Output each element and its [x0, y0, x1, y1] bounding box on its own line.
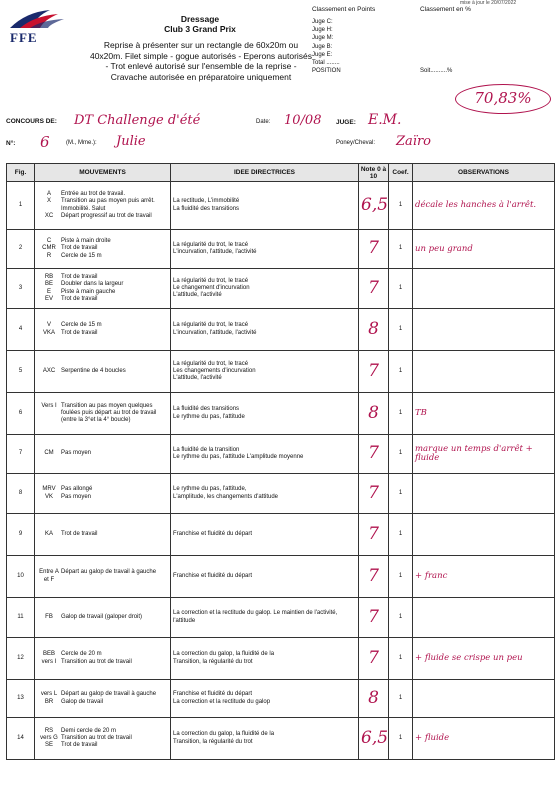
coef-value: 1 — [389, 556, 413, 598]
movement-line — [37, 245, 168, 252]
date-value: 10/08 — [284, 113, 322, 128]
observation: un peu grand — [413, 230, 555, 269]
movement-line — [37, 281, 168, 288]
coef-value: 1 — [389, 474, 413, 514]
movement-text: Trot de travail — [61, 530, 98, 537]
figure-number: 5 — [7, 351, 35, 393]
movement-line — [37, 659, 168, 666]
ideas-cell — [171, 269, 359, 309]
movement-line — [37, 191, 168, 198]
movements-cell — [35, 514, 171, 556]
figure-number: 6 — [7, 393, 35, 435]
title-line2: Club 3 Grand Prix — [164, 24, 236, 34]
movement-text: Départ au galop de travail à gauche — [61, 569, 157, 576]
test-intro: Reprise à présenter sur un rectangle de 60x20m ou 40x20m. Filet simple - gogue autorisés - Eperons autorisés - Trot enlevé autorisé sur l'ensemble de la reprise - Cravache autorisée en préparatoire uniquement — [89, 40, 313, 82]
movement-position: CMR — [42, 245, 56, 252]
idea-line: Transition, la régularité du trot — [173, 738, 253, 745]
idea-line: La régularité du trot, le tracé — [173, 241, 249, 248]
movement-line — [37, 735, 168, 742]
movement-text: Piste à main droite — [61, 238, 111, 245]
note-value: 6,5 — [359, 718, 389, 760]
note-value: 7 — [359, 474, 389, 514]
movement-line — [37, 450, 168, 457]
figure-number: 4 — [7, 309, 35, 351]
movements-cell — [35, 351, 171, 393]
movement-line — [37, 289, 168, 296]
note-value: 7 — [359, 269, 389, 309]
movement-text: Trot de travail — [61, 742, 98, 749]
idea-line: L'amplitude, les changements d'attitude — [173, 493, 279, 500]
table-row — [7, 718, 555, 760]
figure-number: 3 — [7, 269, 35, 309]
movement-position: R — [46, 252, 52, 259]
idea-line: La correction et la rectitude du galop. Le maintien de l'activité, l'attitude — [173, 610, 338, 624]
header-idee: IDEE DIRECTRICES — [171, 164, 359, 182]
coef-value: 1 — [389, 598, 413, 638]
judge-m: Juge M: — [312, 35, 334, 42]
note-value: 7 — [359, 435, 389, 474]
movement-text: Transition au pas moyen puis arrêt. Immobilité. Salut — [61, 198, 155, 212]
table-row — [7, 514, 555, 556]
movement-position: BR — [44, 698, 54, 705]
note-value: 7 — [359, 598, 389, 638]
movement-text: Galop de travail — [61, 698, 104, 705]
movement-position: vers L — [40, 691, 58, 698]
judge-c: Juge C: — [312, 19, 333, 25]
movement-text: Pas moyen — [61, 450, 92, 457]
movements-cell — [35, 309, 171, 351]
movements-cell — [35, 435, 171, 474]
table-row — [7, 230, 555, 269]
ideas-cell — [171, 351, 359, 393]
movement-text: Entrée au trot de travail. — [61, 191, 126, 198]
ideas-cell — [171, 514, 359, 556]
observation — [413, 514, 555, 556]
figure-number: 2 — [7, 230, 35, 269]
juge-value: E.M. — [368, 112, 402, 128]
note-value: 7 — [359, 514, 389, 556]
movement-text: Trot de travail — [61, 295, 98, 302]
figure-number: 8 — [7, 474, 35, 514]
movement-text: Transition au trot de travail — [61, 734, 132, 741]
movement-position: KA — [44, 530, 53, 537]
ideas-cell — [171, 393, 359, 435]
movements-cell — [35, 474, 171, 514]
movements-cell — [35, 680, 171, 718]
observation — [413, 269, 555, 309]
table-row — [7, 598, 555, 638]
idea-line: Franchise et fluidité du départ — [173, 530, 253, 537]
num-label: N°: — [6, 140, 16, 147]
movement-text: Serpentine de 4 boucles — [61, 367, 126, 374]
idea-line: La fluidité des transitions — [173, 205, 240, 212]
idea-line: L'attitude, l'activité — [173, 292, 222, 299]
movement-position: vers I — [41, 658, 57, 665]
idea-line: Franchise et fluidité du départ — [173, 691, 253, 698]
movement-text: Cercle de 20 m — [61, 651, 102, 658]
movement-line — [37, 330, 168, 337]
movement-position: Vers I — [41, 402, 57, 409]
movement-text: Départ progressif au trot de travail — [61, 212, 152, 219]
movements-cell — [35, 269, 171, 309]
movement-text: Départ au galop de travail à gauche — [61, 691, 157, 698]
header-fig: Fig. — [7, 164, 35, 182]
rider-label: (M., Mme.): — [66, 140, 97, 146]
observation — [413, 598, 555, 638]
movement-position: SE — [44, 742, 53, 749]
movements-cell — [35, 393, 171, 435]
movement-position: VK — [44, 493, 53, 500]
position-label: POSITION — [312, 68, 341, 75]
observation — [413, 351, 555, 393]
figure-number: 9 — [7, 514, 35, 556]
table-row — [7, 393, 555, 435]
movement-text: Galop de travail (galoper droit) — [61, 613, 143, 620]
idea-line: La correction du galop, la fluidité de la — [173, 651, 275, 658]
movement-position: XC — [44, 212, 54, 219]
note-value: 7 — [359, 638, 389, 680]
idea-line: La régularité du trot, le tracé — [173, 322, 249, 329]
table-row — [7, 182, 555, 230]
table-row — [7, 474, 555, 514]
classement-points-label: Classement en Points — [312, 6, 376, 13]
poney-label: Poney/Cheval: — [336, 140, 376, 146]
coef-value: 1 — [389, 638, 413, 680]
movement-line — [37, 368, 168, 375]
movement-line — [37, 322, 168, 329]
movement-line — [37, 274, 168, 281]
coef-value: 1 — [389, 680, 413, 718]
movement-position: X — [46, 198, 51, 205]
movement-line — [37, 699, 168, 706]
idea-line: Transition, la régularité du trot — [173, 658, 253, 665]
header-coef: Coef. — [389, 164, 413, 182]
movement-position: VKA — [42, 329, 55, 336]
movement-position: MRV — [42, 486, 56, 493]
movement-text: Trot de travail — [61, 329, 98, 336]
coef-value: 1 — [389, 514, 413, 556]
idea-line: La régularité du trot, le tracé — [173, 277, 249, 284]
observation — [413, 474, 555, 514]
observation: + fluide — [413, 718, 555, 760]
idea-line: La régularité du trot, le tracé — [173, 360, 249, 367]
movement-text: Trot de travail — [61, 245, 98, 252]
observation: + fluide se crispe un peu — [413, 638, 555, 680]
observation — [413, 680, 555, 718]
judges-list — [312, 18, 341, 75]
figure-number: 10 — [7, 556, 35, 598]
score-table — [6, 163, 555, 760]
movement-text: Transition au trot de travail — [61, 658, 132, 665]
concours-label: CONCOURS DE: — [6, 118, 57, 125]
movement-line — [37, 728, 168, 735]
movement-line — [37, 691, 168, 698]
movement-line — [37, 742, 168, 749]
figure-number: 1 — [7, 182, 35, 230]
movement-position: BE — [44, 281, 53, 288]
idea-line: Franchise et fluidité du départ — [173, 572, 253, 579]
note-value: 8 — [359, 680, 389, 718]
movement-text: Cercle de 15 m — [61, 322, 102, 329]
movement-text: Trot de travail — [61, 274, 98, 281]
note-value: 6,5 — [359, 182, 389, 230]
movements-cell — [35, 182, 171, 230]
coef-value: 1 — [389, 393, 413, 435]
movement-position: C — [46, 238, 52, 245]
juge-label: JUGE: — [336, 119, 356, 126]
ideas-cell — [171, 638, 359, 680]
table-row — [7, 556, 555, 598]
header-mouvements: MOUVEMENTS — [35, 164, 171, 182]
movement-position: vers G — [40, 734, 58, 741]
movement-position: FB — [45, 613, 53, 620]
movement-text: Piste à main gauche — [61, 288, 116, 295]
idea-line: La fluidité des transitions — [173, 406, 240, 413]
movement-position: V — [46, 322, 51, 329]
ideas-cell — [171, 718, 359, 760]
coef-value: 1 — [389, 718, 413, 760]
movement-line — [37, 296, 168, 303]
movement-line — [37, 651, 168, 658]
coef-value: 1 — [389, 351, 413, 393]
classement-pct-label: Classement en % — [420, 6, 471, 13]
idea-line: La rectitude, L'immobilité — [173, 198, 240, 205]
header-note: Note 0 à 10 — [359, 164, 389, 182]
note-value: 7 — [359, 351, 389, 393]
coef-value: 1 — [389, 309, 413, 351]
movement-text: Pas allongé — [61, 486, 93, 493]
ideas-cell — [171, 680, 359, 718]
total-score-handwritten: 70,83% — [455, 84, 551, 114]
rider-value: Julie — [116, 134, 146, 149]
movement-line — [37, 531, 168, 538]
ideas-cell — [171, 309, 359, 351]
movement-position: AXC — [42, 367, 56, 374]
table-row — [7, 351, 555, 393]
concours-value: DT Challenge d'été — [74, 113, 201, 128]
movement-position: E — [46, 288, 51, 295]
table-row — [7, 435, 555, 474]
judge-h: Juge H: — [312, 27, 333, 34]
num-value: 6 — [40, 133, 50, 151]
movement-text: Transition au pas moyen quelques foulées puis départ au trot de travail (entre la 3°et la 4° boucle) — [61, 402, 157, 424]
idea-line: Le rythme du pas, l'attitude — [173, 413, 245, 420]
observation: décale les hanches à l'arrêt. — [413, 182, 555, 230]
movement-line — [37, 403, 168, 425]
total-label: Total ........ — [312, 60, 340, 67]
poney-value: Zaïro — [396, 134, 431, 149]
movement-line — [37, 486, 168, 493]
movement-position: EV — [44, 295, 53, 302]
figure-number: 7 — [7, 435, 35, 474]
observation: marque un temps d'arrêt + fluide — [413, 435, 555, 474]
note-value: 7 — [359, 556, 389, 598]
idea-line: La correction du galop, la fluidité de la — [173, 731, 275, 738]
note-value: 8 — [359, 393, 389, 435]
figure-number: 12 — [7, 638, 35, 680]
movements-cell — [35, 230, 171, 269]
figure-number: 13 — [7, 680, 35, 718]
idea-line: La correction et la rectitude du galop — [173, 698, 271, 705]
ffe-logo-text: FFE — [10, 30, 38, 45]
judge-b: Juge B: — [312, 43, 333, 50]
table-row — [7, 638, 555, 680]
movements-cell — [35, 556, 171, 598]
observation: + franc — [413, 556, 555, 598]
table-row — [7, 680, 555, 718]
table-row — [7, 309, 555, 351]
movement-text: Cercle de 15 m — [61, 252, 102, 259]
table-row — [7, 269, 555, 309]
movement-text: Demi cercle de 20 m — [61, 727, 117, 734]
ideas-cell — [171, 182, 359, 230]
movements-cell — [35, 638, 171, 680]
movements-cell — [35, 718, 171, 760]
idea-line: Le rythme du pas, l'attitude, — [173, 486, 247, 493]
movement-position: CM — [44, 450, 54, 457]
movement-position: BEB — [42, 651, 55, 658]
movements-cell — [35, 598, 171, 638]
movement-position: RS — [44, 727, 54, 734]
ideas-cell — [171, 598, 359, 638]
idea-line: Les changements d'incurvation — [173, 367, 256, 374]
ideas-cell — [171, 556, 359, 598]
update-note: mise à jour le 20/07/2022 — [460, 0, 517, 6]
movement-line — [37, 494, 168, 501]
figure-number: 14 — [7, 718, 35, 760]
idea-line: Le rythme du pas, l'attitude L'amplitude moyenne — [173, 454, 304, 460]
test-title — [100, 14, 300, 34]
judge-e: Juge E: — [312, 51, 333, 58]
ideas-cell — [171, 230, 359, 269]
idea-line: L'incurvation, l'attitude, l'activité — [173, 249, 257, 255]
movement-position: RB — [44, 274, 54, 281]
idea-line: L'attitude, l'activité — [173, 375, 222, 382]
movement-position: Entre A et F — [39, 569, 59, 583]
ideas-cell — [171, 435, 359, 474]
movement-line — [37, 614, 168, 621]
coef-value: 1 — [389, 269, 413, 309]
date-label: Date: — [256, 119, 271, 125]
observation: TB — [413, 393, 555, 435]
figure-number: 11 — [7, 598, 35, 638]
ideas-cell — [171, 474, 359, 514]
movement-text: Pas moyen — [61, 493, 92, 500]
movement-line — [37, 198, 168, 212]
title-line1: Dressage — [180, 14, 220, 24]
movement-line — [37, 253, 168, 260]
idea-line: Le changement d'incurvation — [173, 284, 250, 291]
observation — [413, 309, 555, 351]
note-value: 8 — [359, 309, 389, 351]
movement-line — [37, 238, 168, 245]
movement-line — [37, 213, 168, 220]
movement-position: A — [46, 191, 51, 198]
idea-line: L'incurvation, l'attitude, l'activité — [173, 329, 257, 336]
movement-line — [37, 569, 168, 583]
header-observations: OBSERVATIONS — [413, 164, 555, 182]
idea-line: La fluidité de la transition — [173, 446, 240, 453]
coef-value: 1 — [389, 230, 413, 269]
coef-value: 1 — [389, 182, 413, 230]
coef-value: 1 — [389, 435, 413, 474]
soit-label: Soit..........% — [420, 68, 453, 74]
note-value: 7 — [359, 230, 389, 269]
movement-text: Doubler dans la largeur — [61, 281, 124, 288]
